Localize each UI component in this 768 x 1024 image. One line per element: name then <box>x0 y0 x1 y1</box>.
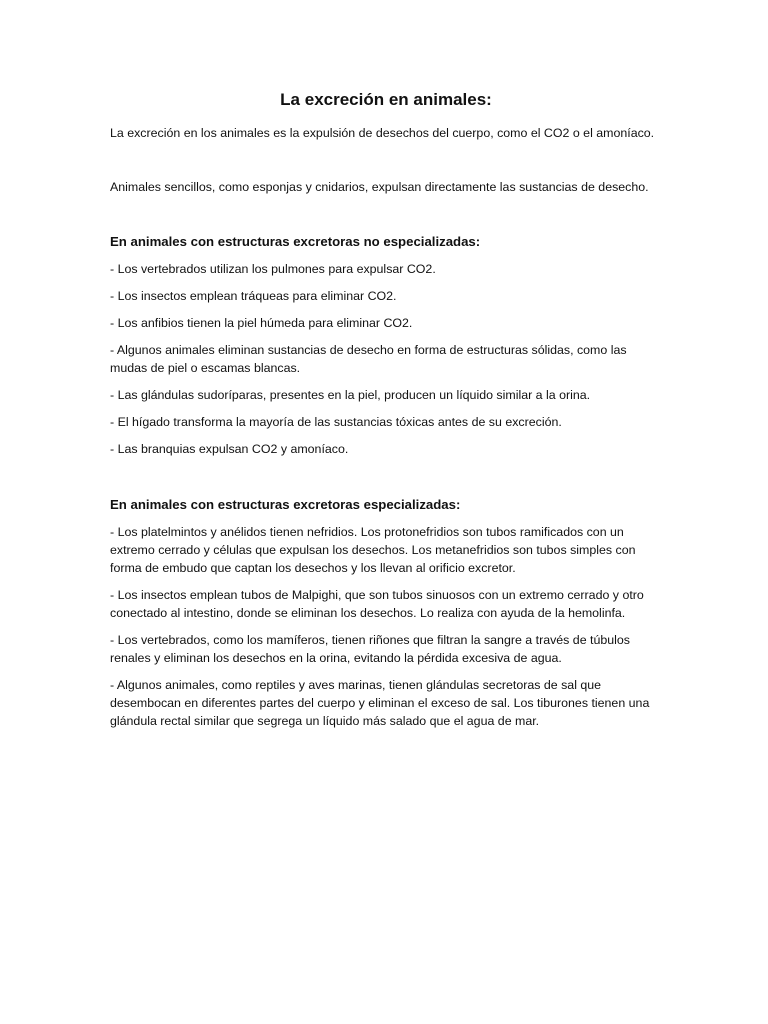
list-non-specialized <box>110 260 662 458</box>
spacer <box>110 467 662 495</box>
section-heading-specialized: En animales con estructuras excretoras especializadas: <box>110 497 461 512</box>
list-item: - Las branquias expulsan CO2 y amoníaco. <box>110 442 349 456</box>
list-item: - Las glándulas sudoríparas, presentes en la piel, producen un líquido similar a la orina. <box>110 388 591 402</box>
list-item: - Los vertebrados, como los mamíferos, tienen riñones que filtran la sangre a través de túbulos renales y eliminan los desechos en la orina, evitando la pérdida excesiva de agua. <box>110 633 630 665</box>
simple-animals-paragraph: Animales sencillos, como esponjas y cnidarios, expulsan directamente las sustancias de desecho. <box>110 180 649 194</box>
document-title: La excreción en animales: <box>280 90 492 109</box>
list-item: - Los insectos emplean tubos de Malpighi, que son tubos sinuosos con un extremo cerrado y otro conectado al intestino, donde se eliminan los desechos. Lo realiza con ayuda de la hemolinfa. <box>110 588 644 620</box>
document-content <box>110 88 662 739</box>
list-item: - Algunos animales, como reptiles y aves marinas, tienen glándulas secretoras de sal que desembocan en diferentes partes del cuerpo y eliminan el exceso de sal. Los tiburones tienen una glándula rectal similar que segrega un líquido más salado que el agua de mar. <box>110 678 650 728</box>
list-specialized <box>110 523 662 730</box>
list-item: - Los anfibios tienen la piel húmeda para eliminar CO2. <box>110 316 413 330</box>
list-item: - Los vertebrados utilizan los pulmones para expulsar CO2. <box>110 262 436 276</box>
list-item: - Algunos animales eliminan sustancias de desecho en forma de estructuras sólidas, como las mudas de piel o escamas blancas. <box>110 343 627 375</box>
list-item: - Los platelmintos y anélidos tienen nefridios. Los protonefridios son tubos ramificados con un extremo cerrado y células que expulsan los desechos. Los metanefridios son tubos simples con forma de embudo que captan los desechos y los llevan al orificio excretor. <box>110 525 636 575</box>
list-item: - Los insectos emplean tráqueas para eliminar CO2. <box>110 289 397 303</box>
intro-paragraph: La excreción en los animales es la expulsión de desechos del cuerpo, como el CO2 o el amoníaco. <box>110 126 655 140</box>
section-heading-non-specialized: En animales con estructuras excretoras no especializadas: <box>110 234 481 249</box>
list-item: - El hígado transforma la mayoría de las sustancias tóxicas antes de su excreción. <box>110 415 562 429</box>
spacer <box>110 196 662 232</box>
spacer <box>110 142 662 178</box>
